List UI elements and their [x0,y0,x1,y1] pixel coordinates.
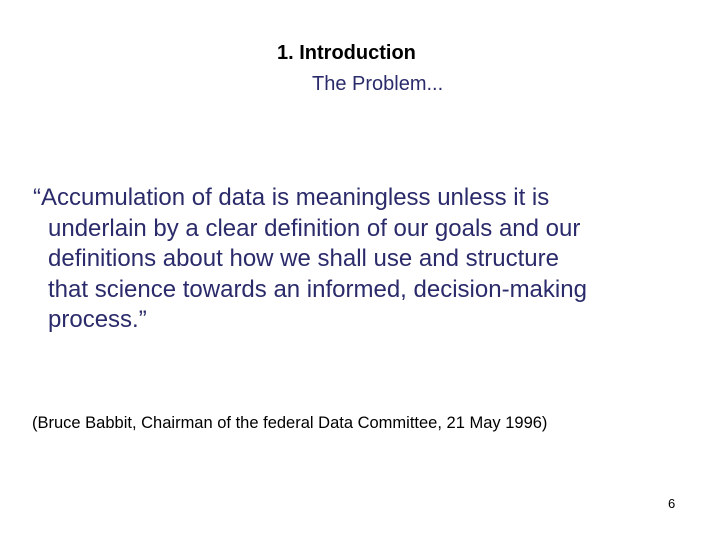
quote-block [33,183,693,336]
quote-line: underlain by a clear definition of our goals and our [48,214,581,242]
slide-title: 1. Introduction [277,42,416,64]
quote-line: that science towards an informed, decision-making [48,275,587,303]
quote-line: process.” [48,306,147,333]
quote-attribution: (Bruce Babbit, Chairman of the federal Data Committee, 21 May 1996) [32,414,548,432]
quote-line: definitions about how we shall use and structure [48,245,559,272]
page-number: 6 [668,496,676,511]
quote-line: “Accumulation of data is meaningless unless it is [33,184,550,211]
slide-subtitle: The Problem... [312,73,444,95]
